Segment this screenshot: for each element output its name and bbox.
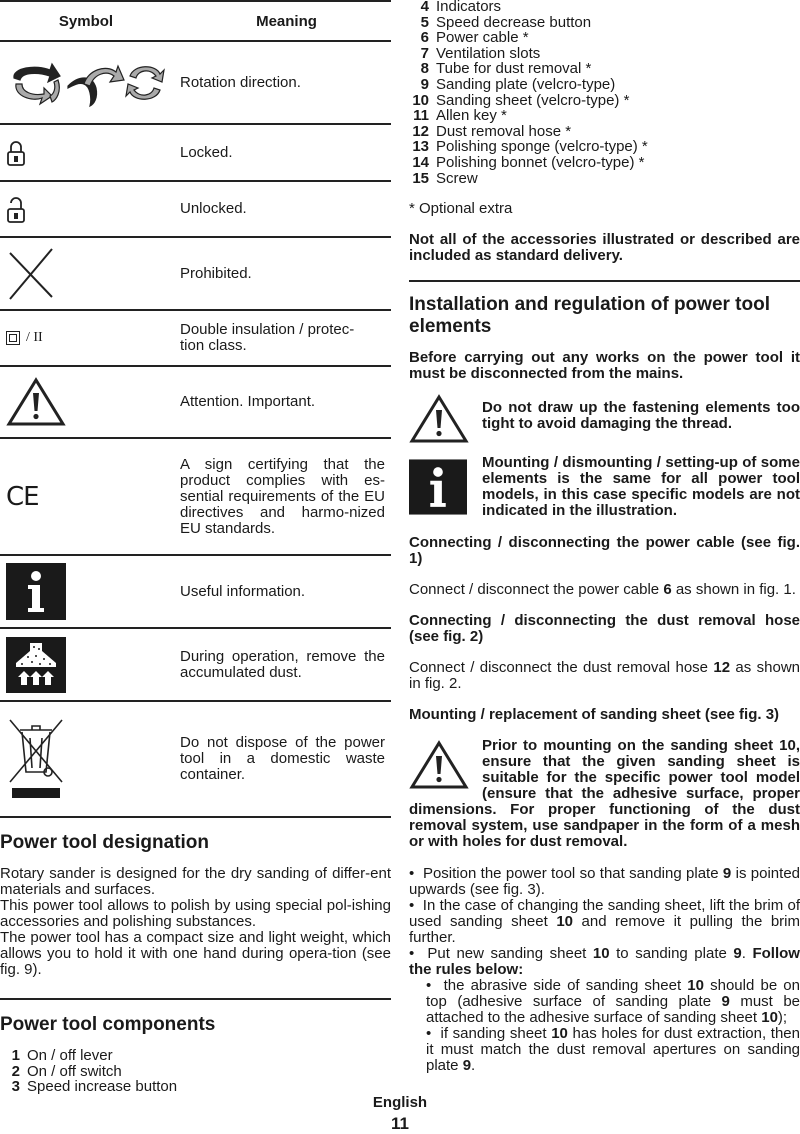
symbol-table-header: [0, 2, 391, 40]
header-symbol: Symbol: [58, 12, 114, 30]
sanding-sheet-heading: Mounting / replacement of sanding sheet (see fig. 3): [409, 706, 780, 724]
meaning-text: Do not dispose of the power tool in a domestic waste container.: [180, 734, 385, 783]
double-insulation-icon: [0, 330, 172, 346]
table-row: [0, 40, 391, 123]
list-item: 5 Speed decrease button: [420, 13, 592, 31]
meaning-text: Unlocked.: [180, 200, 247, 217]
installation-heading: Installation and regulation of power tool elements: [409, 294, 770, 338]
rotation-direction-icon: [0, 58, 172, 108]
left-column: [0, 0, 391, 1095]
info-note: [409, 455, 800, 520]
meaning-text: Double insulation / protec- tion class.: [180, 321, 355, 354]
list-item: 2 On / off switch: [11, 1062, 122, 1080]
components-list-left: [0, 1048, 391, 1095]
designation-paragraph: The power tool has a compact size and light weight, which allows you to hold it with one hand during opera-tion (see fig. 9).: [0, 929, 391, 978]
meaning-text: Rotation direction.: [180, 73, 301, 91]
power-cable-text: Connect / disconnect the power cable 6 as shown in fig. 1.: [409, 581, 796, 599]
locked-icon: [0, 139, 172, 167]
designation-paragraph: This power tool allows to polish by using special pol-ishing accessories and polishing substances.: [0, 897, 391, 930]
meaning-text: A sign certifying that the product complies with es-sential requirements of the EU directives and harmo-nized EU standards.: [180, 455, 385, 537]
bullet-item: • Put new sanding sheet 10 to sanding plate 9. Follow the rules below:: [409, 945, 800, 979]
meaning-text: Locked.: [180, 143, 233, 161]
dust-removal-icon: [0, 637, 172, 693]
table-row: [0, 180, 391, 236]
components-list-right: [409, 0, 800, 186]
weee-crossed-bin-icon: [0, 716, 172, 802]
sanding-warning-note: [409, 738, 800, 850]
list-item: 13 Polishing sponge (velcro-type) *: [412, 138, 648, 156]
warning-note: [409, 394, 800, 449]
table-row: [0, 236, 391, 309]
list-item: 7 Ventilation slots: [420, 44, 541, 62]
list-item: 14 Polishing bonnet (velcro-type) *: [412, 153, 645, 171]
list-item: 1 On / off lever: [11, 1047, 113, 1064]
warning-text: Do not draw up the fastening elements too tight to avoid damaging the thread.: [482, 399, 800, 433]
list-item: 10 Sanding sheet (velcro-type) *: [412, 91, 630, 109]
meaning-text: Useful information.: [180, 582, 306, 600]
sanding-warning-text: Prior to mounting on the sanding sheet 10, ensure that the given sanding sheet is suitable for the specific power tool model (ensure that the adhesive surface, proper dimensions. For proper functioning of the dust removal system, use sandpaper in the form of a mesh or with holes for dust removal.: [409, 737, 800, 851]
table-row: [0, 365, 391, 437]
optional-note: * Optional extra: [409, 200, 513, 218]
components-heading: Power tool components: [0, 1014, 216, 1035]
table-row: [0, 123, 391, 180]
footer-language: English: [372, 1094, 428, 1111]
table-row: [0, 437, 391, 554]
table-row: [0, 309, 391, 365]
designation-paragraph: Rotary sander is designed for the dry sanding of differ-ent materials and surfaces.: [0, 865, 391, 898]
info-icon: [409, 455, 482, 520]
installation-intro: Before carrying out any works on the power tool it must be disconnected from the mains.: [409, 349, 800, 383]
ce-mark-icon: CE: [6, 481, 39, 512]
sub-bullet-item: • if sanding sheet 10 has holes for dust extraction, then it must match the dust removal apertures on sanding plate 9.: [426, 1025, 800, 1075]
table-row: [0, 700, 391, 816]
list-item: 9 Sanding plate (velcro-type): [420, 75, 616, 93]
dust-hose-heading: Connecting / disconnecting the dust removal hose (see fig. 2): [409, 612, 800, 646]
list-item: 4 Indicators: [420, 0, 502, 15]
dust-hose-text: Connect / disconnect the dust removal hose 12 as shown in fig. 2.: [409, 659, 800, 693]
bullet-item: • Position the power tool so that sanding plate 9 is pointed upwards (see fig. 3).: [409, 865, 800, 899]
meaning-text: Prohibited.: [180, 264, 252, 282]
bullet-item: • In the case of changing the sanding sheet, lift the brim of used sanding sheet 10 and remove it pulling the brim further.: [409, 897, 800, 947]
power-cable-heading: Connecting / disconnecting the power cable (see fig. 1): [409, 534, 800, 568]
prohibited-icon: [0, 247, 172, 301]
table-row: [0, 554, 391, 627]
protection-class-text: / II: [26, 330, 43, 345]
designation-heading: Power tool designation: [0, 832, 210, 853]
list-item: 3 Speed increase button: [11, 1078, 178, 1096]
list-item: 6 Power cable *: [420, 29, 529, 47]
warning-icon: [0, 377, 172, 427]
warning-icon: [409, 394, 482, 449]
list-item: 12 Dust removal hose *: [412, 122, 572, 140]
info-text: Mounting / dismounting / setting-up of some elements is the same for all power tool models, in this case specific models are not indicated in the illustration.: [482, 454, 800, 520]
page-number: 11: [391, 1114, 409, 1133]
list-item: 11 Allen key *: [413, 107, 507, 125]
table-row: [0, 627, 391, 700]
meaning-text: During operation, remove the accumulated dust.: [180, 647, 385, 681]
warning-icon: [409, 738, 482, 800]
right-column: [409, 0, 800, 1074]
sub-bullet-item: • the abrasive side of sanding sheet 10 should be on top (adhesive surface of sanding plate 9 must be attached to the adhesive surface of sanding sheet 10);: [426, 977, 800, 1027]
unlocked-icon: [0, 194, 172, 224]
list-item: 8 Tube for dust removal *: [420, 60, 592, 78]
info-icon: [0, 563, 172, 620]
list-item: 15 Screw: [412, 169, 478, 187]
delivery-note: Not all of the accessories illustrated or described are included as standard delivery.: [409, 231, 800, 265]
header-meaning: Meaning: [256, 12, 317, 30]
meaning-text: Attention. Important.: [180, 393, 316, 410]
